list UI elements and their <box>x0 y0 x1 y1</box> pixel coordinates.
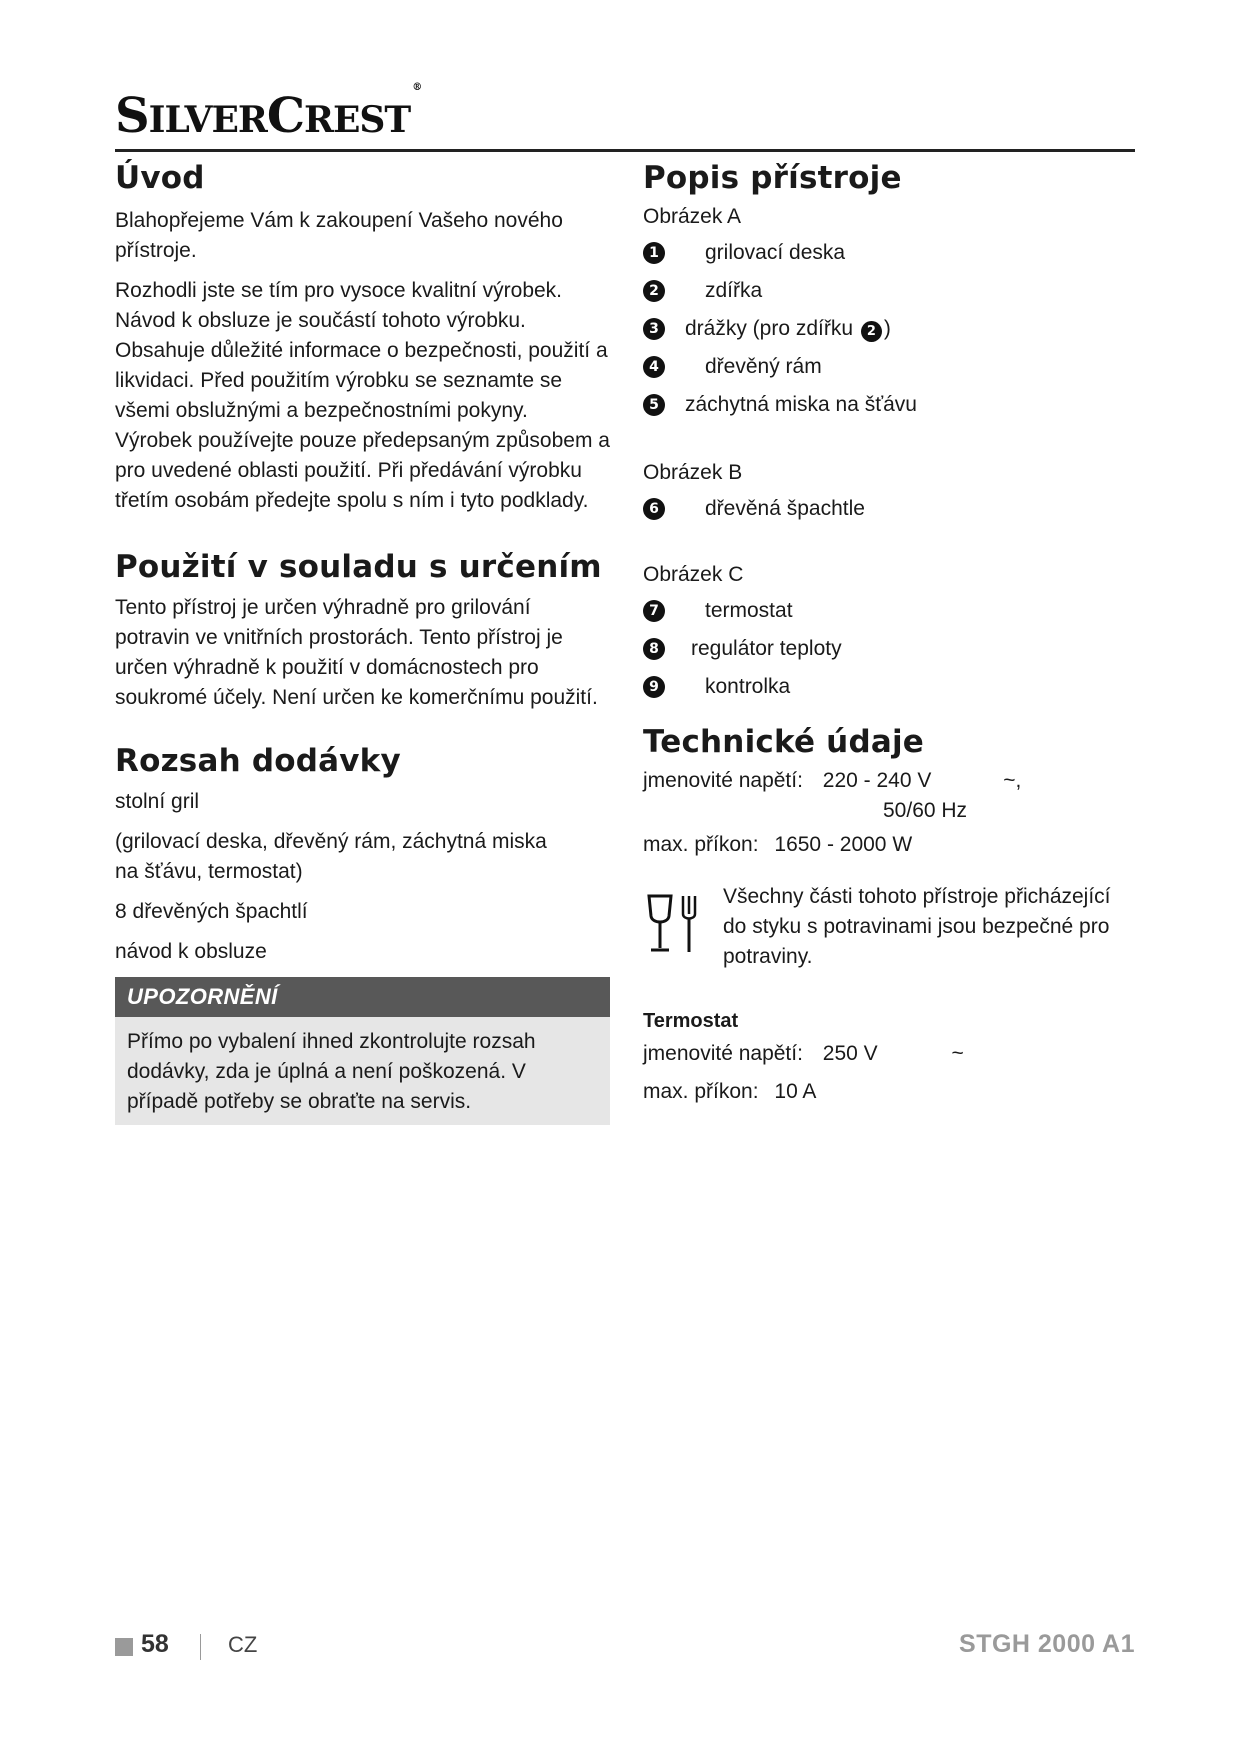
number-badge: 6 <box>643 498 665 520</box>
brand-logo <box>115 82 422 144</box>
right-column <box>643 160 1143 1107</box>
number-badge-reference: 2 <box>861 321 882 342</box>
part-item <box>643 234 1143 272</box>
food-safe-note <box>643 882 1143 972</box>
logo-text: ILVER <box>148 99 267 141</box>
delivery-item: (grilovací deska, dřevěný rám, záchytná miska na šťávu, termostat) <box>115 830 547 883</box>
part-item <box>643 348 1143 386</box>
part-label: grilovací deska <box>705 241 846 264</box>
intro-paragraph-2: Rozhodli jste se tím pro vysoce kvalitní výrobek. Návod k obsluze je součástí tohoto výrobku. Obsahuje důležité informace o bezpečnosti, použití a likvidaci. Před použitím výrobku se seznamte se všemi obslužnými a bezpečnostními pokyny. Výrobek používejte pouze předepsaným způsobem a pro uvedené oblasti použití. Při předávání výrobku třetím osobám předejte spolu s ním i tyto podklady. <box>115 279 610 512</box>
part-label: kontrolka <box>705 675 791 698</box>
warning-body <box>115 1017 610 1125</box>
thermostat-power-value: 10 A <box>774 1080 817 1103</box>
voltage-label: jmenovité napětí: <box>643 769 803 792</box>
number-badge: 7 <box>643 600 665 622</box>
figure-a-label: Obrázek A <box>643 205 742 228</box>
thermostat-voltage-value: 250 V <box>822 1042 878 1065</box>
number-badge: 5 <box>643 394 665 416</box>
part-label: regulátor teploty <box>691 637 842 660</box>
registered-mark: ® <box>412 82 422 94</box>
part-label-text: drážky (pro zdířku <box>685 316 854 340</box>
frequency-row <box>643 796 1143 826</box>
food-safe-text: Všechny části tohoto přístroje přicházející do styku s potravinami jsou bezpečné pro potraviny. <box>723 885 1111 968</box>
warning-title: UPOZORNĚNÍ <box>115 977 610 1017</box>
part-item <box>643 272 1143 310</box>
voltage-suffix: ~, <box>1003 769 1022 792</box>
part-label <box>685 317 891 342</box>
part-item <box>643 630 1143 668</box>
power-row <box>643 830 1143 860</box>
delivery-title: Rozsah dodávky <box>115 743 401 779</box>
page-footer <box>115 1630 1135 1670</box>
part-label: dřevěná špachtle <box>705 497 865 520</box>
number-badge: 3 <box>643 318 665 340</box>
intro-paragraph-1: Blahopřejeme Vám k zakoupení Vašeho nového přístroje. <box>115 209 563 262</box>
part-label: záchytná miska na šťávu <box>685 393 917 416</box>
figure-c-label: Obrázek C <box>643 563 744 586</box>
delivery-item: návod k obsluze <box>115 940 267 963</box>
power-label: max. příkon: <box>643 833 759 856</box>
delivery-item: stolní gril <box>115 790 200 813</box>
number-badge: 9 <box>643 676 665 698</box>
figure-b-label: Obrázek B <box>643 461 743 484</box>
part-item <box>643 668 1143 706</box>
warning-box <box>115 977 610 1125</box>
voltage-value: 220 - 240 V <box>822 769 932 792</box>
power-value: 1650 - 2000 W <box>774 833 913 856</box>
logo-letter: S <box>115 88 149 144</box>
frequency-value: 50/60 Hz <box>883 799 968 822</box>
language-code: CZ <box>228 1632 258 1657</box>
footer-divider <box>200 1634 201 1660</box>
usage-paragraph: Tento přístroj je určen výhradně pro grilování potravin ve vnitřních prostorách. Tento přístroj je určen výhradně k použití v domácnostech pro soukromé účely. Není určen ke komerčnímu použití. <box>115 596 598 709</box>
number-badge: 4 <box>643 356 665 378</box>
thermostat-power-row <box>643 1077 1143 1107</box>
logo-letter: C <box>266 88 305 144</box>
intro-title: Úvod <box>115 160 205 196</box>
glass-fork-icon <box>643 890 703 960</box>
logo-text: REST <box>304 99 411 141</box>
left-column <box>115 160 610 1125</box>
part-label: dřevěný rám <box>705 355 822 378</box>
number-badge: 1 <box>643 242 665 264</box>
model-number: STGH 2000 A1 <box>959 1630 1135 1658</box>
part-label: termostat <box>705 599 793 622</box>
voltage-row <box>643 766 1143 796</box>
number-badge: 2 <box>643 280 665 302</box>
description-title: Popis přístroje <box>643 160 902 196</box>
part-item <box>643 386 1143 424</box>
thermostat-voltage-row <box>643 1039 1143 1069</box>
thermostat-power-label: max. příkon: <box>643 1080 759 1103</box>
page-marker-square <box>115 1638 133 1656</box>
part-item <box>643 310 1143 348</box>
part-item <box>643 592 1143 630</box>
page-number: 58 <box>141 1630 169 1658</box>
usage-title: Použití v souladu s určením <box>115 549 602 585</box>
tech-title: Technické údaje <box>643 724 925 760</box>
delivery-item: 8 dřevěných špachtlí <box>115 900 308 923</box>
thermostat-voltage-suffix: ~ <box>951 1042 964 1065</box>
part-label-text: ) <box>883 316 891 340</box>
thermostat-title: Termostat <box>643 1010 739 1032</box>
number-badge: 8 <box>643 638 665 660</box>
thermostat-voltage-label: jmenovité napětí: <box>643 1042 803 1065</box>
warning-text: Přímo po vybalení ihned zkontrolujte rozsah dodávky, zda je úplná a není poškozená. V případě potřeby se obraťte na servis. <box>127 1030 536 1113</box>
header-rule <box>115 149 1135 152</box>
part-label: zdířka <box>705 279 763 302</box>
part-item <box>643 490 1143 528</box>
